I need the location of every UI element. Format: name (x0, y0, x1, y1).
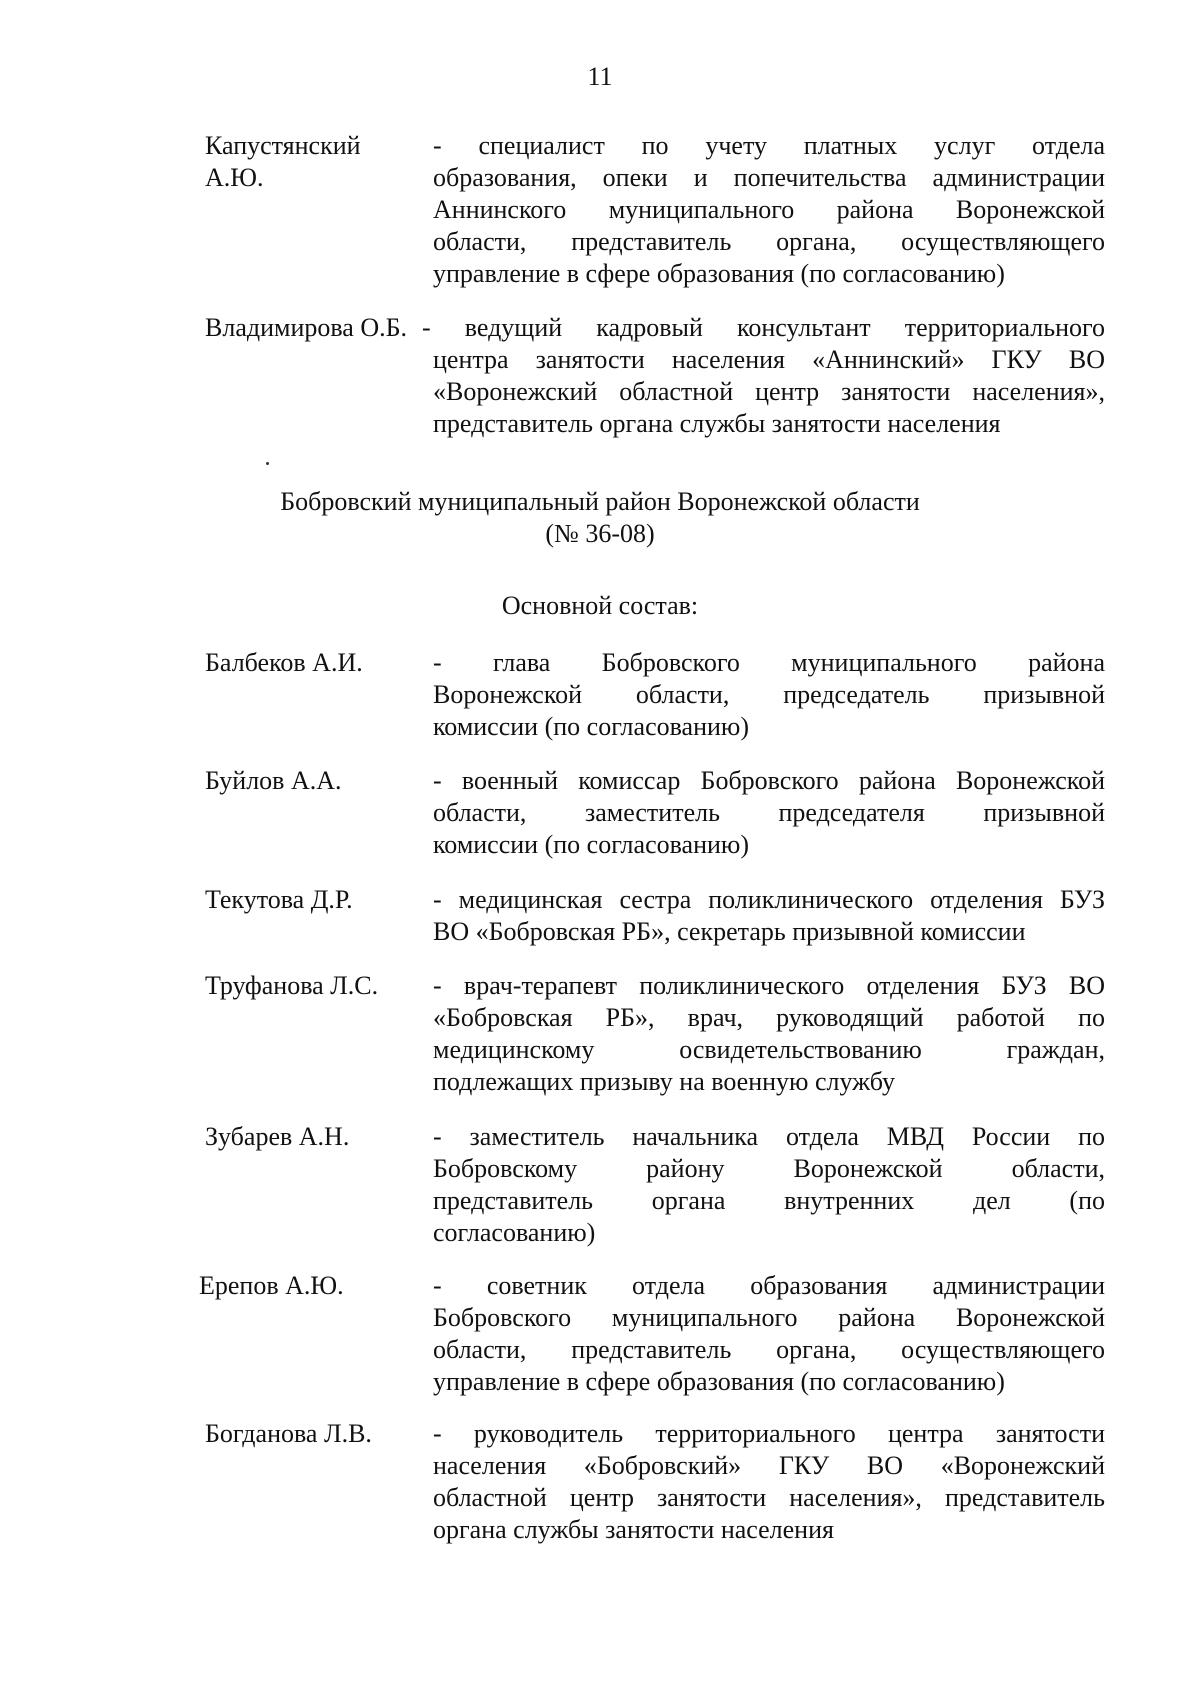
district-title: Бобровский муниципальный район Воронежской области (280, 487, 920, 516)
member-name-line: Ерепов А.Ю. (199, 1271, 344, 1300)
member-role-line: «Воронежский областной центр занятости населения», (433, 377, 1105, 406)
member-role-line: области, представитель органа, осуществляющего (433, 227, 1105, 256)
member-role (433, 1418, 1105, 1546)
member-name (205, 1418, 372, 1450)
member-role-line: комиссии (по согласованию) (433, 712, 749, 741)
member-name (205, 130, 361, 194)
member-role (433, 1121, 1105, 1249)
member-name (205, 970, 378, 1002)
member-role-line: управление в сфере образования (по согласованию) (433, 259, 1005, 288)
member-role-line: ВО «Бобровская РБ», секретарь призывной комиссии (433, 917, 1026, 946)
member-name-line: А.Ю. (205, 163, 264, 192)
member-role (433, 1270, 1105, 1398)
member-role-line: Воронежской области, председатель призывной (433, 680, 1105, 709)
member-name-line: Буйлов А.А. (205, 766, 342, 795)
member-name (205, 765, 342, 797)
member-role-line: Бобровского муниципального района Воронежской (433, 1303, 1105, 1332)
member-role-line: - военный комиссар Бобровского района Воронежской (433, 766, 1105, 795)
member-role-line: согласованию) (433, 1218, 596, 1247)
member-name (205, 1121, 349, 1153)
district-number: (№ 36-08) (545, 519, 655, 548)
member-role-line: - глава Бобровского муниципального района (433, 648, 1105, 677)
member-role-line: областной центр занятости населения», представитель (433, 1483, 1105, 1512)
member-role (433, 647, 1105, 743)
member-role (422, 312, 1105, 440)
scan-speck (266, 462, 269, 465)
member-role (433, 970, 1105, 1098)
member-role-line: - медицинская сестра поликлинического отделения БУЗ (433, 885, 1105, 914)
member-name-line: Капустянский (205, 131, 361, 160)
member-name-line: Труфанова Л.С. (205, 971, 379, 1000)
member-role-line: области, представитель органа, осуществляющего (433, 1335, 1105, 1364)
member-name-line: Зубарев А.Н. (205, 1122, 350, 1151)
member-role-line: - врач-терапевт поликлинического отделения БУЗ ВО (433, 971, 1105, 1000)
member-role-line: представитель органа внутренних дел (по (433, 1186, 1105, 1215)
member-role (433, 884, 1105, 948)
member-role-line: медицинскому освидетельствованию граждан, (433, 1035, 1105, 1064)
member-role-line: органа службы занятости населения (433, 1515, 834, 1544)
member-role-line: Бобровскому району Воронежской области, (433, 1154, 1105, 1183)
member-name-line: Владимирова О.Б. (205, 313, 408, 342)
member-role-line: - заместитель начальника отдела МВД России по (433, 1122, 1105, 1151)
member-role-line: - ведущий кадровый консультант территориального (422, 313, 1105, 342)
member-name-line: Текутова Д.Р. (205, 885, 353, 914)
member-role-line: управление в сфере образования (по согласованию) (433, 1367, 1005, 1396)
member-role-line: населения «Бобровский» ГКУ ВО «Воронежский (433, 1451, 1105, 1480)
member-role-line: области, заместитель председателя призывной (433, 798, 1105, 827)
member-role-line: подлежащих призыву на военную службу (433, 1067, 895, 1096)
member-name-line: Богданова Л.В. (205, 1419, 372, 1448)
member-role-line: «Бобровская РБ», врач, руководящий работой по (433, 1003, 1105, 1032)
member-role (433, 130, 1105, 290)
member-role-line: комиссии (по согласованию) (433, 830, 749, 859)
composition-title: Основной состав: (501, 591, 699, 620)
member-name (205, 312, 407, 344)
member-role-line: образования, опеки и попечительства администрации (433, 163, 1105, 192)
member-role-line: - специалист по учету платных услуг отдела (433, 131, 1105, 160)
member-role-line: представитель органа службы занятости населения (433, 409, 1001, 438)
member-role-line: - советник отдела образования администрации (433, 1271, 1105, 1300)
member-name (205, 884, 353, 916)
member-role-line: - руководитель территориального центра занятости (433, 1419, 1105, 1448)
member-name (205, 647, 363, 679)
member-name-line: Балбеков А.И. (205, 648, 363, 677)
member-role-line: центра занятости населения «Аннинский» ГКУ ВО (433, 345, 1105, 374)
page-number: 11 (587, 62, 613, 91)
member-name (199, 1270, 344, 1302)
member-role-line: Аннинского муниципального района Воронежской (433, 195, 1105, 224)
member-role (433, 765, 1105, 861)
